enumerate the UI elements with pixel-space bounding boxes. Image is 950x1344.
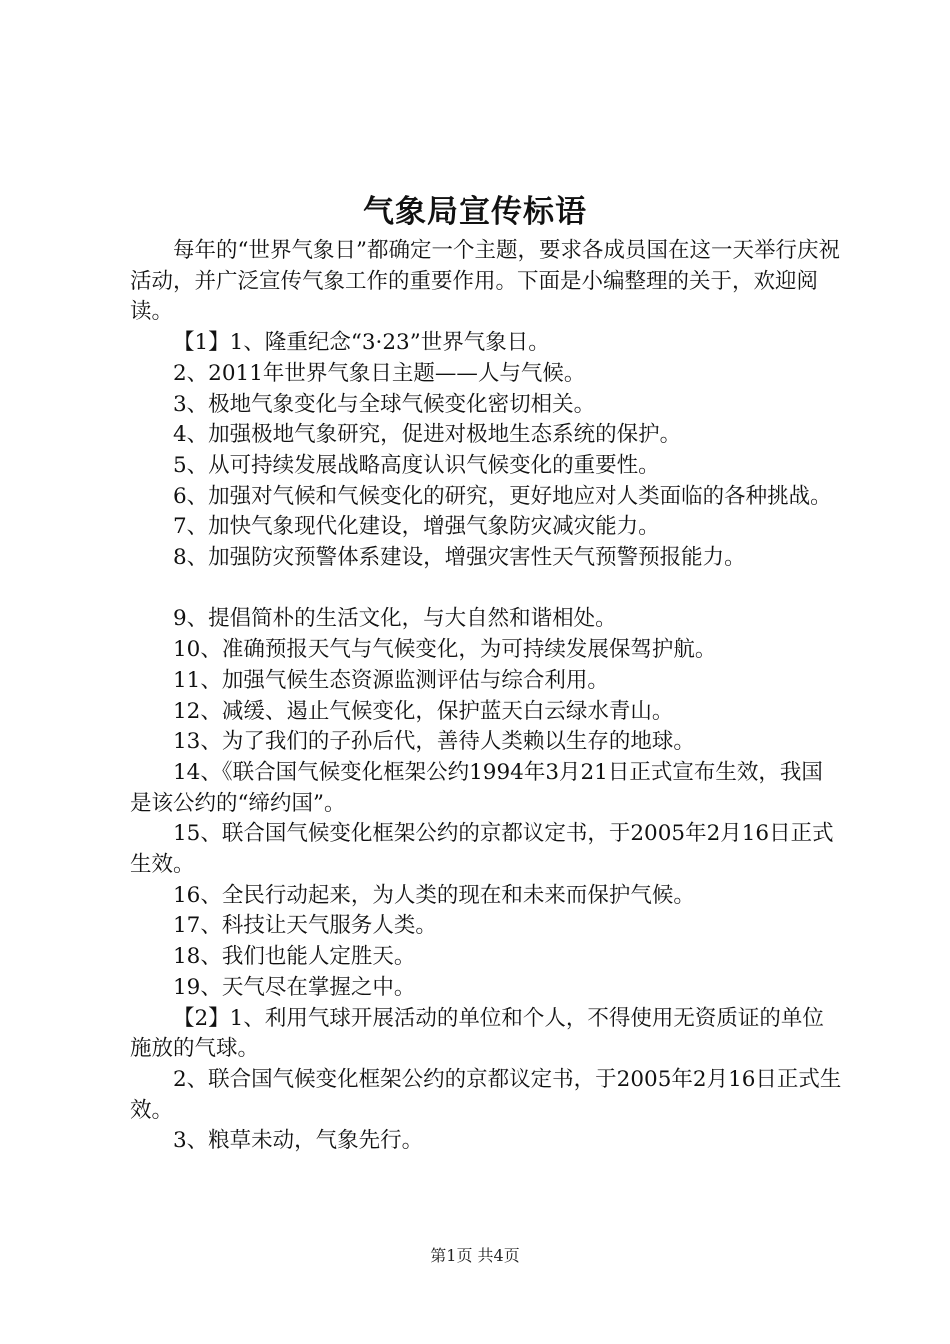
document-title: 气象局宣传标语 [363,194,587,230]
slogan-item: 15、联合国气候变化框架公约的京都议定书，于2005年2月16日正式生效。 [130,821,834,878]
slogan-item: 2、2011年世界气象日主题——人与气候。 [173,360,586,386]
slogan-item: 2、联合国气候变化框架公约的京都议定书，于2005年2月16日正式生效。 [130,1066,842,1123]
slogan-item: 17、科技让天气服务人类。 [173,913,437,939]
slogan-item: 8、加强防灾预警体系建设，增强灾害性天气预警预报能力。 [173,545,746,571]
slogan-item: 6、加强对气候和气候变化的研究，更好地应对人类面临的各种挑战。 [173,483,832,509]
slogan-item: 【2】1、利用气球开展活动的单位和个人，不得使用无资质证的单位施放的气球。 [130,1005,824,1062]
slogan-item: 19、天气尽在掌握之中。 [173,974,416,1000]
slogan-item: 4、加强极地气象研究，促进对极地生态系统的保护。 [173,422,682,448]
page-footer: 第1页 共4页 [430,1246,520,1265]
slogan-item: 9、提倡简朴的生活文化，与大自然和谐相处。 [173,606,617,632]
slogan-item: 5、从可持续发展战略高度认识气候变化的重要性。 [173,452,660,478]
intro-paragraph: 每年的“世界气象日”都确定一个主题，要求各成员国在这一天举行庆祝活动，并广泛宣传气象工作的重要作用。下面是小编整理的关于，欢迎阅读。 [130,238,840,325]
document-body [130,236,842,1157]
slogan-item: 13、为了我们的子孙后代，善待人类赖以生存的地球。 [173,729,695,755]
slogan-item: 14、《联合国气候变化框架公约1994年3月21日正式宣布生效，我国是该公约的“缔约国”。 [130,759,823,816]
slogan-item: 12、减缓、遏止气候变化，保护蓝天白云绿水青山。 [173,698,674,724]
slogan-item: 18、我们也能人定胜天。 [173,944,416,970]
slogan-item: 16、全民行动起来，为人类的现在和未来而保护气候。 [173,882,695,908]
slogan-item: 7、加快气象现代化建设，增强气象防灾减灾能力。 [173,514,660,540]
slogan-item: 3、粮草未动，气象先行。 [173,1128,424,1154]
slogan-item: 3、极地气象变化与全球气候变化密切相关。 [173,391,596,417]
slogan-item: 10、准确预报天气与气候变化，为可持续发展保驾护航。 [173,637,717,663]
slogan-item: 11、加强气候生态资源监测评估与综合利用。 [173,667,609,693]
slogan-item: 【1】1、隆重纪念“3·23”世界气象日。 [173,330,550,356]
